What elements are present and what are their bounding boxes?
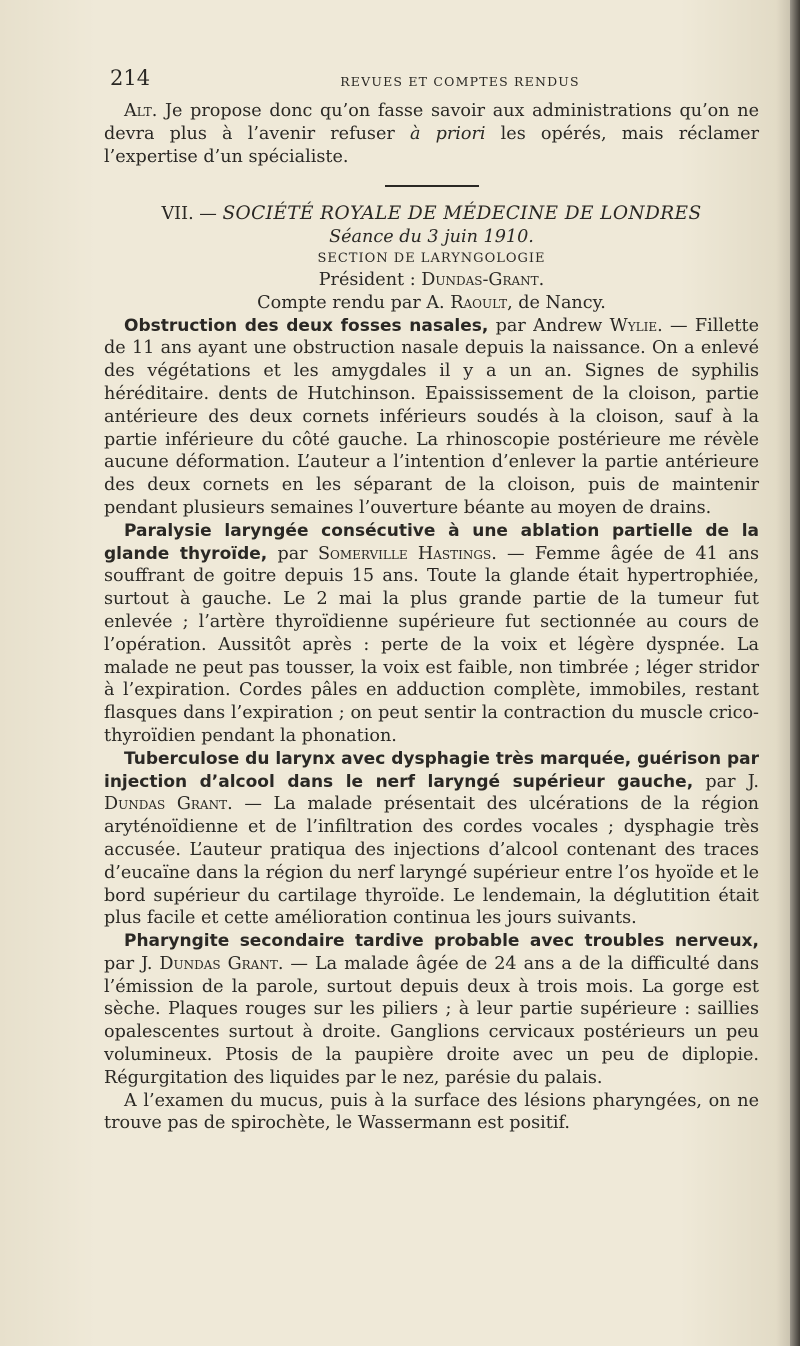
article-text: . — Fillette de 11 ans ayant une obstruction nasale depuis la naissance. On a enlevé des végétations et les amygdales il y a un an. Signes de syphilis héréditaire. dents de Hutchinson. Epaississement de la cloison, partie antérieure des deux cornets inférieurs soudés à la cloison, sauf à la partie inférieure du côté gauche. La rhinoscopie postérieure me révèle aucune déformation. L’auteur a l’intention d’enlever la partie antérieure des deux cornets en les séparant de la cloison, puis de maintenir pendant plusieurs semaines l’ouverture béante au moyen de drains. — [104, 315, 759, 518]
article-author: Dundas Grant — [159, 953, 278, 974]
president-line — [104, 269, 759, 292]
article-title: Paralysie laryngée consécutive à une ablation partielle de la glande thyroïde, — [104, 520, 759, 564]
article-paragraph — [104, 748, 759, 930]
section-divider — [385, 185, 479, 187]
article-author: Wylie — [609, 315, 658, 336]
article-text: . — La malade âgée de 24 ans a de la difficulté dans l’émission de la parole, surtout depuis deux à trois mois. La gorge est sèche. Plaques rouges sur les piliers ; à leur partie supérieure : saillies opalescentes surtout à droite. Ganglions cervicaux postérieurs un peu volumineux. Ptosis de la paupière droite avec un peu de diplopie. Régurgitation des liquides par le nez, parésie du palais. — [104, 953, 759, 1088]
article-paragraph — [104, 930, 759, 1090]
article-paragraph — [104, 315, 759, 520]
page-body — [104, 100, 759, 1135]
article-author: Somerville Hastings — [317, 543, 492, 564]
section-title: SOCIÉTÉ ROYALE DE MÉDECINE DE LONDRES — [222, 203, 702, 225]
page-header — [110, 66, 770, 96]
article-title: Pharyngite secondaire tardive probable avec troubles nerveux, — [124, 931, 759, 952]
page-number: 214 — [110, 66, 151, 90]
report-label: Compte rendu par A. — [257, 292, 451, 313]
report-line — [104, 292, 759, 315]
president-name: Dundas-Grant. — [421, 269, 545, 290]
article-text: . — Femme âgée de 41 ans souffrant de goitre depuis 15 ans. Toute la glande était hypertrophiée, surtout à gauche. Le 2 mai la plus grande partie de la tumeur fut enlevée ; l’artère thyroïdienne supérieure fut sectionnée au cours de l’opération. Aussitôt après : perte de la voix et légère dyspnée. La malade ne peut pas tousser, la voix est faible, non timbrée ; léger stridor à l’expiration. Cordes pâles en adduction complète, immobiles, restant flasques dans l’expiration ; on peut sentir la contraction du muscle crico-thyroïdien pendant la phonation. — [104, 543, 759, 746]
intro-italic: à priori — [409, 123, 486, 144]
article-paragraph — [104, 520, 759, 748]
article-by: par Andrew — [488, 315, 610, 336]
article-by: par J. — [693, 771, 759, 792]
article-by: par — [267, 543, 318, 564]
report-place: , de Nancy. — [507, 292, 606, 313]
article-text: . — La malade présentait des ulcérations de la région aryténoïdienne et de l’infiltration des cordes vocales ; dysphagie très accusée. L’auteur pratiqua des injections d’alcool contenant des traces d’eucaïne dans la région du nerf laryngé supérieur entre l’os hyoïde et le bord supérieur du cartilage thyroïde. Le lendemain, la déglutition était plus facile et cette amélioration continua les jours suivants. — [104, 794, 759, 929]
book-edge — [790, 0, 800, 1346]
session-date: Séance du 3 juin 1910. — [329, 227, 534, 248]
president-label: Président : — [318, 269, 422, 290]
article-by: par J. — [104, 953, 160, 974]
intro-paragraph — [104, 100, 759, 168]
intro-text: Je propose donc qu’on fasse savoir aux administrations qu’on ne devra plus à l’avenir refuser — [104, 101, 759, 144]
report-author: Raoult — [450, 292, 508, 313]
article-title: Tuberculose du larynx avec dysphagie très marquée, guérison par injection d’alcool dans le nerf laryngé supérieur gauche, — [104, 748, 759, 792]
running-title: REVUES ET COMPTES RENDUS — [340, 74, 580, 89]
article-continuation: A l’examen du mucus, puis à la surface des lésions pharyngées, on ne trouve pas de spirochète, le Wassermann est positif. — [104, 1090, 759, 1134]
section-number: VII. — — [161, 204, 217, 225]
intro-text-end: les opérés, mais réclamer l’expertise d’un spécialiste. — [104, 123, 760, 167]
article-title: Obstruction des deux fosses nasales, — [124, 315, 489, 336]
subsection-title: SECTION DE LARYNGOLOGIE — [317, 250, 546, 266]
article-author: Dundas Grant — [104, 794, 228, 815]
section-heading — [104, 203, 759, 226]
intro-author: Alt. — [124, 101, 158, 121]
